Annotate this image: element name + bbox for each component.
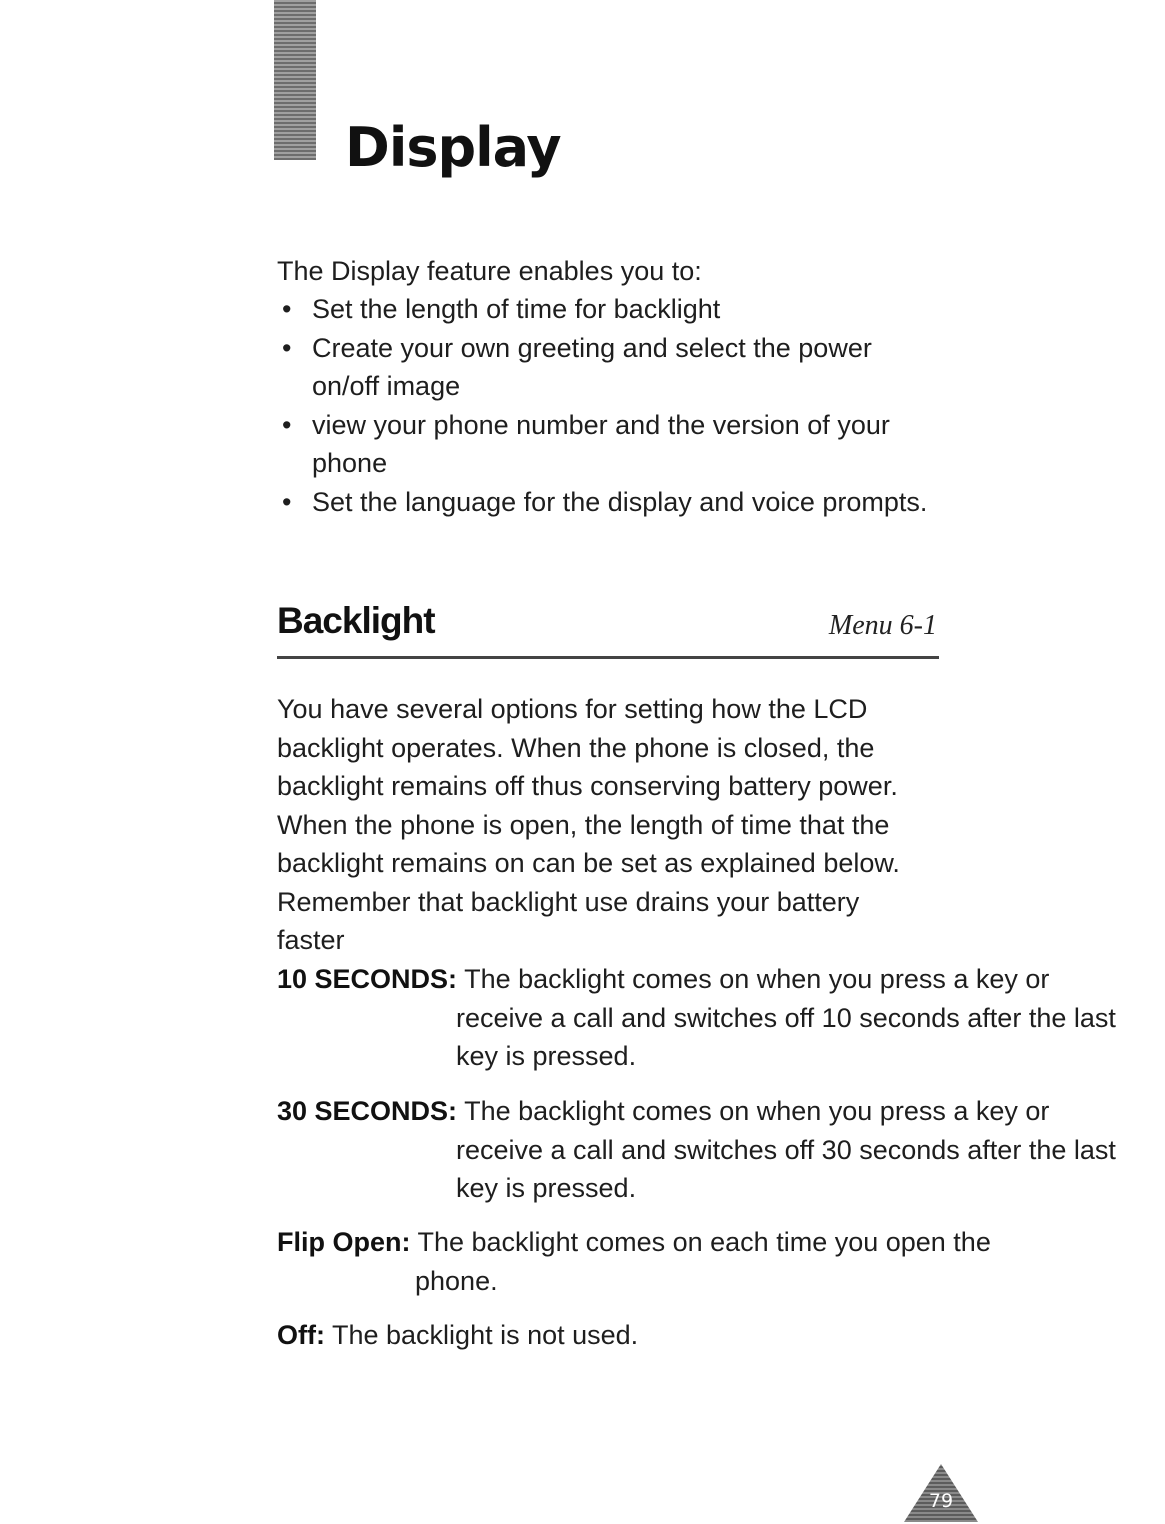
chapter-tab-bar <box>274 0 316 160</box>
feature-item: • Create your own greeting and select the power on/off image <box>277 329 937 406</box>
page-number-marker <box>902 1462 980 1524</box>
option-description: The backlight comes on when you press a key or receive a call and switches off 30 seconds after the last key is pressed. <box>456 1096 1116 1203</box>
bullet-icon: • <box>282 486 292 517</box>
option-term: 30 SECONDS: <box>277 1096 458 1126</box>
option-term: 10 SECONDS: <box>277 964 458 994</box>
option-10-seconds <box>277 960 1116 1076</box>
intro-text: The Display feature enables you to: <box>277 256 702 286</box>
bullet-icon: • <box>282 332 292 363</box>
feature-item: • Set the language for the display and voice prompts. <box>277 483 937 522</box>
option-30-seconds <box>277 1092 1116 1208</box>
option-off <box>277 1316 937 1355</box>
option-term: Flip Open: <box>277 1227 411 1257</box>
page-number: 79 <box>928 1490 954 1512</box>
menu-reference: Menu 6-1 <box>828 610 937 641</box>
section-title: Backlight <box>277 600 435 641</box>
section-header <box>277 598 939 659</box>
feature-item: • view your phone number and the version of your phone <box>277 406 937 483</box>
bullet-icon: • <box>282 294 292 324</box>
feature-list <box>277 290 937 521</box>
section-body: You have several options for setting how the LCD backlight operates. When the phone is closed, the backlight remains off thus conserving battery power. When the phone is open, the length of time that the backlight remains on can be set as explained below. Remember that backlight use drains your battery faster <box>277 694 900 955</box>
option-description: The backlight comes on each time you open the phone. <box>415 1227 991 1296</box>
bullet-icon: • <box>282 409 292 440</box>
feature-item: • Set the length of time for backlight <box>277 290 937 329</box>
option-flip-open <box>277 1223 1075 1300</box>
option-term: Off: <box>277 1320 325 1350</box>
chapter-title: Display <box>345 116 561 179</box>
option-description: The backlight comes on when you press a key or receive a call and switches off 10 seconds after the last key is pressed. <box>456 964 1116 1071</box>
option-description: The backlight is not used. <box>332 1320 639 1350</box>
